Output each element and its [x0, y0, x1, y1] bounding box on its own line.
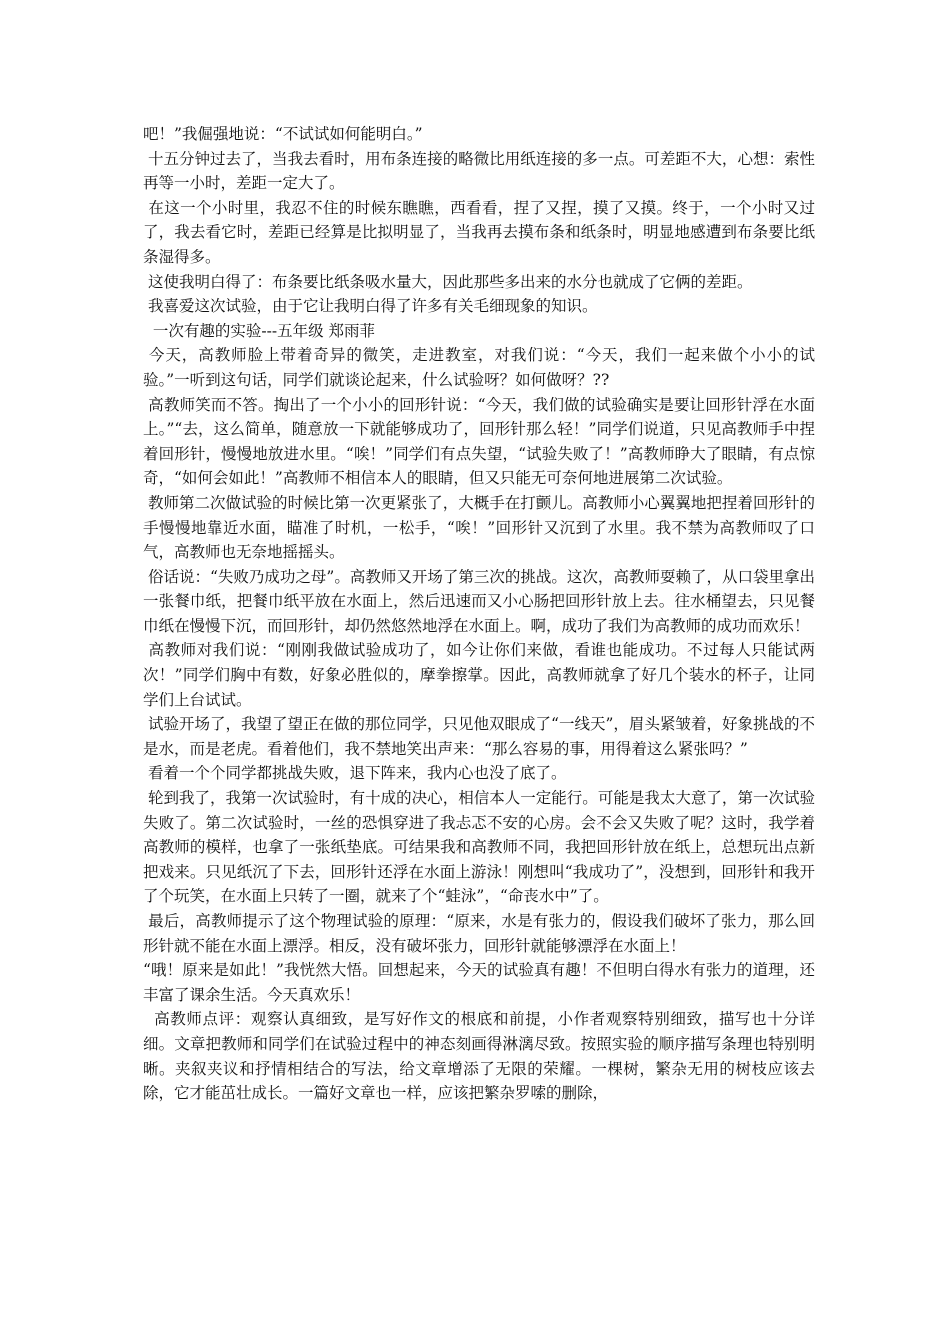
article-paragraph-10: “哦！原来是如此！”我恍然大悟。回想起来，今天的试验真有趣！不但明白得水有张力的道理，还丰富了课余生活。今天真欢乐！ [143, 961, 815, 1004]
article-paragraph-8: 轮到我了，我第一次试验时，有十成的决心，相信本人一定能行。可能是我太大意了，第一次试验失败了。第二次试验时，一丝的恐惧穿进了我忐忑不安的心房。会不会又失败了呢？这时，我学着高教师的模样，也拿了一张纸垫底。可结果我和高教师不同，我把回形针放在纸上，总想玩出点新把戏来。只见纸沉了下去，回形针还浮在水面上游泳！刚想叫“我成功了”，没想到，回形针和我开了个玩笑，在水面上只转了一圈，就来了个“蛙泳”，“命丧水中”了。 [143, 789, 815, 906]
paragraph-2: 十五分钟过去了，当我去看时，用布条连接的略微比用纸连接的多一点。可差距不大，心想：索性再等一小时，差距一定大了。 [143, 149, 815, 193]
article-paragraph-7: 看着一个个同学都挑战失败，退下阵来，我内心也没了底了。 [143, 764, 567, 783]
article-paragraph-1: 今天，高教师脸上带着奇异的微笑，走进教室，对我们说：“今天，我们一起来做个小小的试验。”一听到这句话，同学们就谈论起来，什么试验呀？如何做呀？?? [143, 346, 815, 389]
article-paragraph-9: 最后，高教师提示了这个物理试验的原理：“原来，水是有张力的，假设我们破坏了张力，那么回形针就不能在水面上漂浮。相反，没有破坏张力，回形针就能够漂浮在水面上！ [143, 912, 815, 955]
document-page [143, 122, 815, 1106]
article-title: 一次有趣的实验---五年级 郑雨菲 [143, 321, 375, 340]
paragraph-5: 我喜爱这次试验，由于它让我明白得了许多有关毛细现象的知识。 [143, 297, 598, 316]
paragraph-1: 吧！”我倔强地说：“不试试如何能明白。” [143, 125, 423, 143]
teacher-comment: 高教师点评：观察认真细致，是写好作文的根底和前提，小作者观察特别细致，描写也十分详细。文章把教师和同学们在试验过程中的神态刻画得淋漓尽致。按照实验的顺序描写条理也特别明晰。夹叙夹议和抒情相结合的写法，给文章增添了无限的荣耀。一棵树，繁杂无用的树枝应该去除，它才能茁壮成长。一篇好文章也一样，应该把繁杂罗嗦的删除， [143, 1010, 815, 1103]
paragraph-4: 这使我明白得了：布条要比纸条吸水量大，因此那些多出来的水分也就成了它俩的差距。 [143, 272, 753, 291]
article-paragraph-2: 高教师笑而不答。掏出了一个小小的回形针说：“今天，我们做的试验确实是要让回形针浮在水面上。”“去，这么简单，随意放一下就能够成功了，回形针那么轻！”同学们说道，只见高教师手中捏着回形针，慢慢地放进水里。“唉！”同学们有点失望，“试验失败了！”高教师睁大了眼睛，有点惊奇，“如何会如此！”高教师不相信本人的眼睛，但又只能无可奈何地进展第二次试验。 [143, 395, 815, 488]
article-paragraph-5: 高教师对我们说：“刚刚我做试验成功了，如今让你们来做，看谁也能成功。不过每人只能试两次！”同学们胸中有数，好象必胜似的，摩拳擦掌。因此，高教师就拿了好几个装水的杯子，让同学们上台试试。 [143, 641, 815, 709]
paragraph-3: 在这一个小时里，我忍不住的时候东瞧瞧，西看看，捏了又捏，摸了又摸。终于，一个小时又过了，我去看它时，差距已经算是比拟明显了，当我再去摸布条和纸条时，明显地感遭到布条要比纸条湿得多。 [143, 198, 815, 266]
article-paragraph-3: 教师第二次做试验的时候比第一次更紧张了，大概手在打颤儿。高教师小心翼翼地把捏着回形针的手慢慢地靠近水面，瞄准了时机，一松手，“唉！”回形针又沉到了水里。我不禁为高教师叹了口气，高教师也无奈地摇摇头。 [143, 493, 815, 562]
article-paragraph-4: 俗话说：“失败乃成功之母”。高教师又开场了第三次的挑战。这次，高教师耍赖了，从口袋里拿出一张餐巾纸，把餐巾纸平放在水面上，然后迅速而又小心肠把回形针放上去。往水桶望去，只见餐巾纸在慢慢下沉，而回形针，却仍然悠然地浮在水面上。啊，成功了我们为高教师的成功而欢乐！ [143, 567, 815, 635]
article-paragraph-6: 试验开场了，我望了望正在做的那位同学，只见他双眼成了“一线天”，眉头紧皱着，好象挑战的不是水，而是老虎。看着他们，我不禁地笑出声来：“那么容易的事，用得着这么紧张吗？” [143, 715, 815, 758]
